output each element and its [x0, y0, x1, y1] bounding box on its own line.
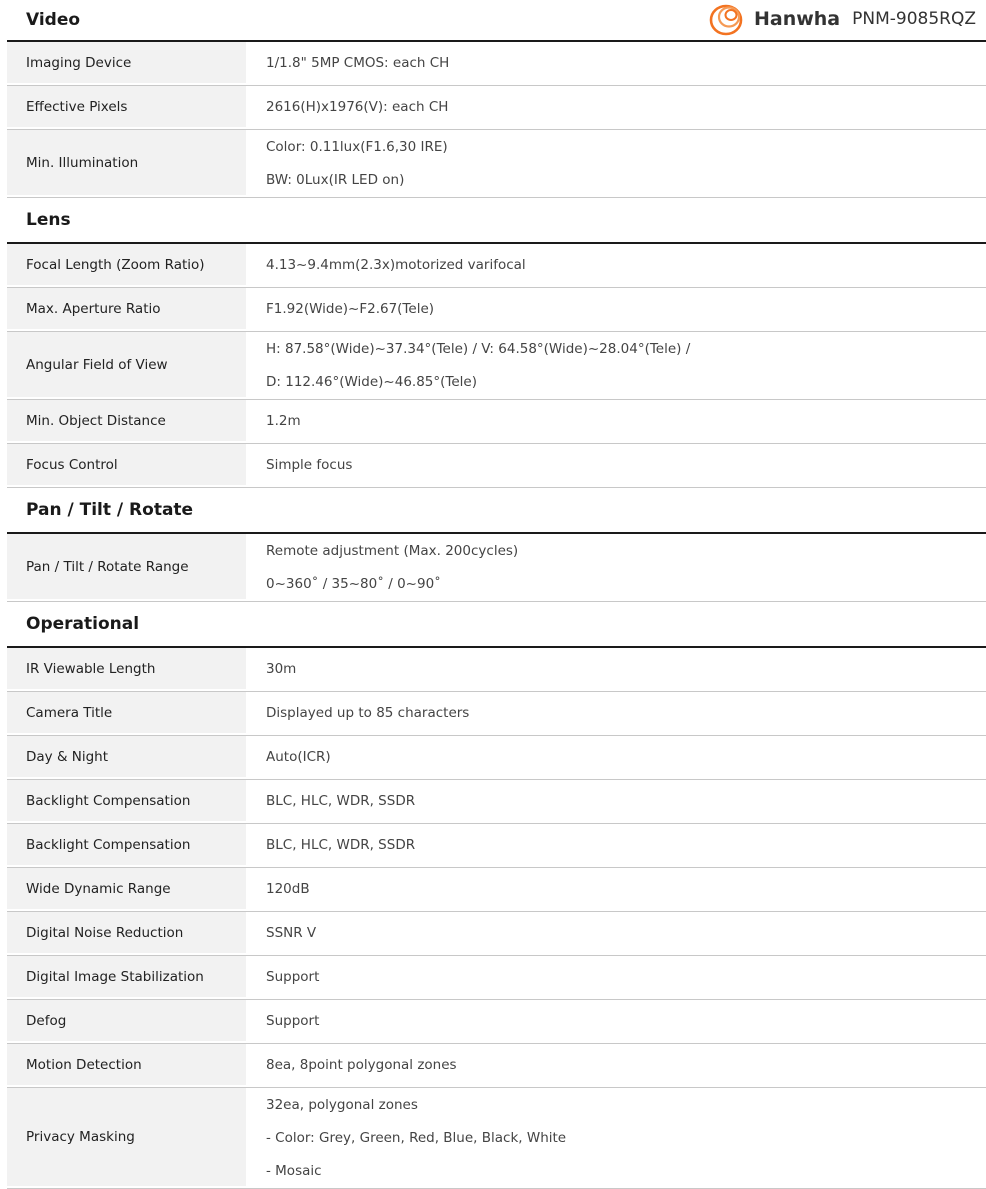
- spec-value-line: - Color: Grey, Green, Red, Blue, Black, White: [266, 1129, 567, 1146]
- spec-value-line: Auto(ICR): [266, 749, 331, 765]
- spec-value-line: 4.13~9.4mm(2.3x)motorized varifocal: [266, 257, 526, 273]
- spec-value-line: Support: [266, 1013, 320, 1029]
- spec-label: Digital Image Stabilization: [7, 956, 246, 997]
- spec-label: Imaging Device: [7, 42, 246, 83]
- spec-value-line: 32ea, polygonal zones: [266, 1096, 418, 1113]
- spec-value-line: 2616(H)x1976(V): each CH: [266, 99, 449, 115]
- spec-label: Focal Length (Zoom Ratio): [7, 244, 246, 285]
- spec-label: Max. Aperture Ratio: [7, 288, 246, 329]
- spec-value: [246, 648, 986, 691]
- spec-value: [246, 780, 986, 823]
- spec-label: Backlight Compensation: [7, 780, 246, 821]
- spec-value: [246, 42, 986, 85]
- spec-row: [7, 1044, 986, 1088]
- spec-value-line: D: 112.46°(Wide)~46.85°(Tele): [266, 373, 477, 390]
- spec-value-line: BLC, HLC, WDR, SSDR: [266, 793, 416, 809]
- spec-value-line: BLC, HLC, WDR, SSDR: [266, 837, 416, 853]
- spec-row: [7, 534, 986, 602]
- brand-name: Hanwha: [753, 8, 841, 30]
- spec-value-line: 120dB: [266, 881, 310, 897]
- spec-label: Digital Noise Reduction: [7, 912, 246, 953]
- spec-label: Min. Illumination: [7, 130, 246, 195]
- spec-label: Focus Control: [7, 444, 246, 485]
- spec-value-line: Support: [266, 969, 320, 985]
- spec-value-line: BW: 0Lux(IR LED on): [266, 171, 405, 188]
- spec-value: [246, 534, 986, 601]
- spec-row: [7, 130, 986, 198]
- spec-value: [246, 736, 986, 779]
- spec-value: [246, 824, 986, 867]
- spec-row: [7, 868, 986, 912]
- spec-value: [246, 130, 986, 197]
- spec-label: Pan / Tilt / Rotate Range: [7, 534, 246, 599]
- model-number: PNM-9085RQZ: [852, 9, 976, 29]
- spec-label: Effective Pixels: [7, 86, 246, 127]
- section-title: Lens: [7, 198, 986, 244]
- spec-row: [7, 912, 986, 956]
- spec-value-line: 8ea, 8point polygonal zones: [266, 1057, 457, 1073]
- spec-row: [7, 332, 986, 400]
- spec-value-line: SSNR V: [266, 925, 317, 941]
- spec-value-line: - Mosaic: [266, 1162, 322, 1179]
- spec-value-line: F1.92(Wide)~F2.67(Tele): [266, 301, 435, 317]
- spec-label: Day & Night: [7, 736, 246, 777]
- spec-row: [7, 1000, 986, 1044]
- spec-value: [246, 244, 986, 287]
- spec-label: Min. Object Distance: [7, 400, 246, 441]
- spec-value: [246, 868, 986, 911]
- spec-label: Defog: [7, 1000, 246, 1041]
- spec-sheet: [7, 0, 986, 1189]
- spec-value-line: Color: 0.11lux(F1.6,30 IRE): [266, 138, 448, 155]
- spec-row: [7, 956, 986, 1000]
- spec-row: [7, 288, 986, 332]
- spec-value-line: H: 87.58°(Wide)~37.34°(Tele) / V: 64.58°(Wide)~28.04°(Tele) /: [266, 340, 691, 357]
- section-title: Operational: [7, 602, 986, 648]
- spec-label: IR Viewable Length: [7, 648, 246, 689]
- spec-value: [246, 332, 986, 399]
- spec-row: [7, 1088, 986, 1189]
- section-title: Video: [7, 0, 986, 42]
- spec-value-line: Remote adjustment (Max. 200cycles): [266, 542, 519, 559]
- spec-row: [7, 648, 986, 692]
- spec-row: [7, 42, 986, 86]
- spec-label: Privacy Masking: [7, 1088, 246, 1186]
- spec-value: [246, 692, 986, 735]
- spec-row: [7, 444, 986, 488]
- spec-row: [7, 86, 986, 130]
- spec-label: Angular Field of View: [7, 332, 246, 397]
- spec-row: [7, 400, 986, 444]
- spec-value: [246, 400, 986, 443]
- spec-value: [246, 86, 986, 129]
- spec-value: [246, 1000, 986, 1043]
- spec-label: Backlight Compensation: [7, 824, 246, 865]
- spec-value: [246, 444, 986, 487]
- spec-label: Camera Title: [7, 692, 246, 733]
- spec-value-line: 30m: [266, 661, 297, 677]
- spec-value-line: Displayed up to 85 characters: [266, 705, 470, 721]
- spec-label: Motion Detection: [7, 1044, 246, 1085]
- spec-value: [246, 956, 986, 999]
- spec-value-line: 0~360˚ / 35~80˚ / 0~90˚: [266, 575, 441, 592]
- spec-row: [7, 736, 986, 780]
- spec-row: [7, 692, 986, 736]
- spec-value-line: 1.2m: [266, 413, 301, 429]
- spec-row: [7, 824, 986, 868]
- spec-label: Wide Dynamic Range: [7, 868, 246, 909]
- spec-value: [246, 1088, 986, 1188]
- spec-value: [246, 1044, 986, 1087]
- spec-value: [246, 912, 986, 955]
- spec-value-line: 1/1.8" 5MP CMOS: each CH: [266, 55, 450, 71]
- spec-row: [7, 244, 986, 288]
- spec-value-line: Simple focus: [266, 457, 353, 473]
- section-title: Pan / Tilt / Rotate: [7, 488, 986, 534]
- spec-value: [246, 288, 986, 331]
- spec-row: [7, 780, 986, 824]
